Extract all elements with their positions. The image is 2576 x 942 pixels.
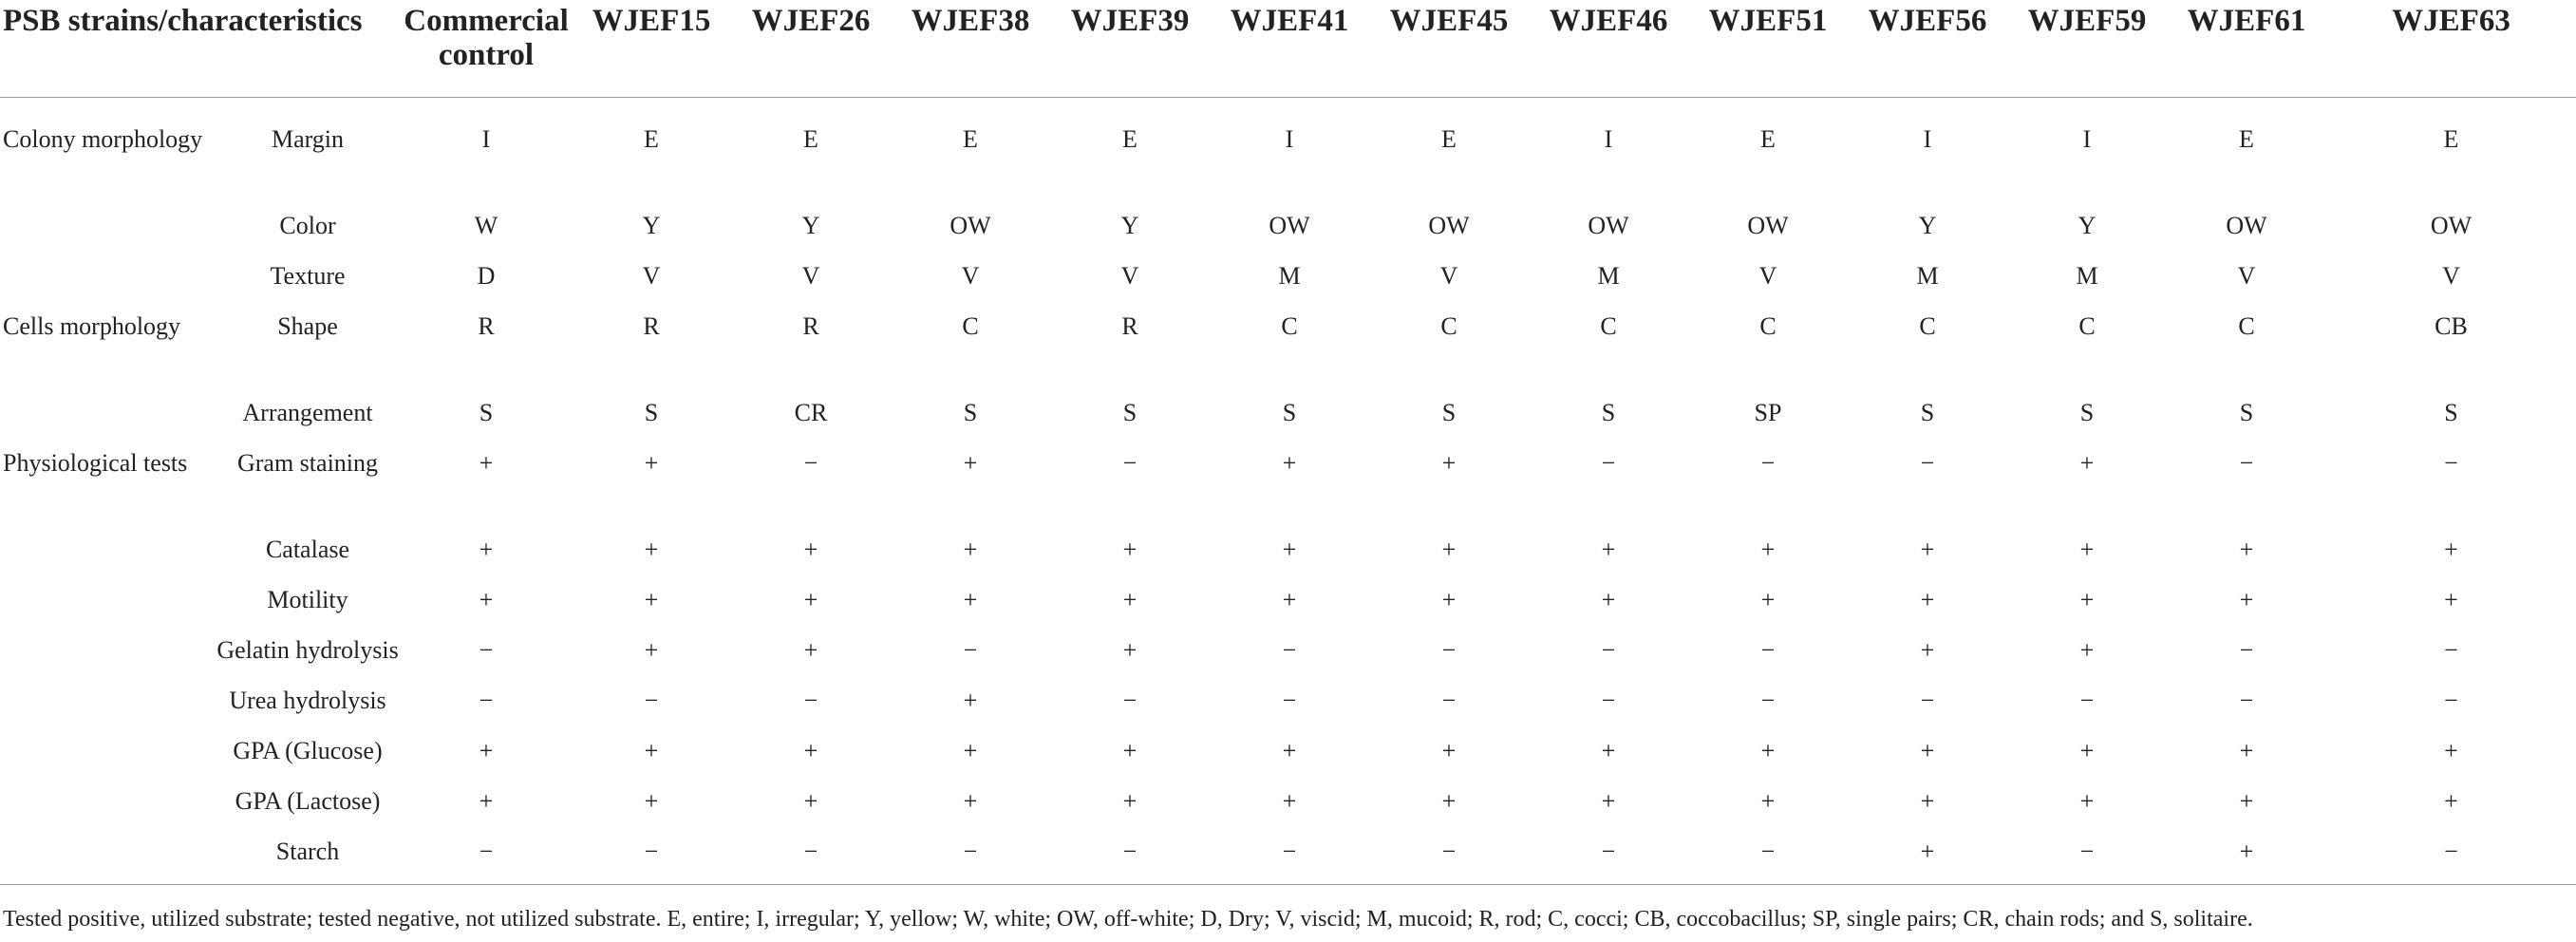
table-cell: V — [2442, 262, 2460, 290]
table-cell: + — [963, 787, 978, 815]
table-cell: M — [1916, 262, 1939, 290]
table-cell: + — [1122, 586, 1138, 613]
table-cell: M — [1278, 262, 1301, 290]
row-characteristic-label: Starch — [215, 834, 401, 885]
row-group-label — [0, 582, 215, 632]
table-cell: C — [1281, 312, 1298, 340]
table-body — [0, 98, 2576, 885]
table-row — [0, 532, 2576, 582]
table-cell: OW — [950, 212, 991, 239]
table-cell: + — [2239, 586, 2254, 613]
header-strain-label: WJEF46 — [1549, 4, 1668, 38]
table-cell: − — [2444, 636, 2458, 664]
header-cell-strain — [1688, 0, 1848, 98]
table-cell: + — [1920, 586, 1935, 613]
table-cell: + — [644, 636, 659, 664]
table-cell: − — [1920, 449, 1935, 477]
table-cell: + — [1760, 787, 1776, 815]
table-cell: I — [1923, 125, 1932, 153]
table-cell: C — [1600, 312, 1617, 340]
table-cell: OW — [1428, 212, 1470, 239]
table-cell: − — [401, 834, 572, 885]
header-cell-strain — [891, 0, 1050, 98]
table-cell: + — [2079, 586, 2095, 613]
table-cell: + — [1920, 636, 1935, 664]
table-cell: + — [2239, 787, 2254, 815]
table-cell: OW — [1747, 212, 1789, 239]
row-group-label: Colony morphology — [3, 125, 203, 153]
table-cell: M — [2076, 262, 2098, 290]
table-cell: E — [1122, 125, 1138, 153]
table-cell: + — [1282, 449, 1297, 477]
header-row — [0, 0, 2576, 98]
header-cell-strain — [1050, 0, 1210, 98]
row-characteristic-label: GPA (Lactose) — [235, 787, 381, 815]
table-cell: − — [1601, 687, 1616, 714]
header-cell-strain — [1369, 0, 1529, 98]
header-cell-strain — [1529, 0, 1688, 98]
table-cell: I — [2082, 125, 2092, 153]
row-characteristic-label: Urea hydrolysis — [229, 687, 386, 714]
header-strain-label: WJEF63 — [2392, 4, 2510, 38]
header-strain-label: WJEF41 — [1230, 4, 1349, 38]
table-row — [0, 834, 2576, 885]
table-row — [0, 733, 2576, 783]
table-cell: + — [1601, 536, 1616, 563]
table-cell: + — [1122, 636, 1138, 664]
table-cell: + — [803, 787, 818, 815]
table-cell: + — [1760, 536, 1776, 563]
table-cell: + — [1441, 536, 1457, 563]
table-cell: + — [1282, 536, 1297, 563]
row-group-label — [0, 834, 215, 885]
table-cell: + — [1122, 787, 1138, 815]
table-cell: + — [2079, 787, 2095, 815]
table-cell: Y — [801, 212, 820, 239]
table-cell: − — [1122, 687, 1138, 714]
row-group-label — [0, 733, 215, 783]
table-cell: D — [477, 262, 496, 290]
table-cell: − — [1760, 636, 1776, 664]
table-row — [0, 395, 2576, 445]
table-cell: S — [2444, 399, 2458, 426]
header-strain-label: WJEF15 — [592, 4, 711, 38]
table-cell: + — [1601, 586, 1616, 613]
table-cell: + — [2444, 536, 2458, 563]
table-cell: CR — [794, 399, 828, 426]
header-strain-label: WJEF26 — [751, 4, 871, 38]
table-cell: − — [891, 834, 1050, 885]
table-cell: − — [1369, 834, 1529, 885]
table-cell: S — [1122, 399, 1138, 426]
table-cell: − — [1282, 687, 1297, 714]
table-cell: OW — [2430, 212, 2473, 239]
row-group-label — [0, 683, 215, 733]
header-cell-strain — [1848, 0, 2007, 98]
table-cell: OW — [1269, 212, 1310, 239]
spacer-cell — [0, 98, 2576, 122]
table-cell: + — [963, 687, 978, 714]
row-characteristic-label: Gram staining — [236, 449, 379, 477]
table-cell: + — [644, 449, 659, 477]
table-cell: − — [479, 687, 494, 714]
row-group-label — [0, 532, 215, 582]
header-cell-strain — [2167, 0, 2326, 98]
table-cell: CB — [2435, 312, 2468, 340]
row-group-label — [0, 395, 215, 445]
table-cell: − — [963, 636, 978, 664]
table-cell: E — [644, 125, 659, 153]
table-header — [0, 0, 2576, 98]
table-cell: + — [479, 449, 494, 477]
table-cell: − — [2239, 449, 2254, 477]
row-characteristic-label: Arrangement — [242, 399, 373, 426]
table-cell: I — [1285, 125, 1294, 153]
table-cell: + — [1282, 787, 1297, 815]
table-cell: − — [1282, 636, 1297, 664]
table-cell: V — [2237, 262, 2256, 290]
table-cell: E — [803, 125, 818, 153]
table-cell: + — [803, 737, 818, 764]
table-cell: S — [644, 399, 659, 426]
table-cell: R — [643, 312, 660, 340]
table-cell: − — [731, 834, 891, 885]
table-cell: C — [1440, 312, 1457, 340]
table-cell: + — [2239, 737, 2254, 764]
header-strain-label: WJEF45 — [1389, 4, 1509, 38]
table-cell: − — [1210, 834, 1369, 885]
table-cell: − — [2079, 687, 2095, 714]
header-strain-label: WJEF59 — [2027, 4, 2147, 38]
table-cell: − — [2444, 687, 2458, 714]
row-characteristic-label: Gelatin hydrolysis — [216, 636, 399, 664]
table-cell: V — [801, 262, 820, 290]
table-cell: − — [479, 636, 494, 664]
table-cell: + — [479, 536, 494, 563]
row-group-label — [0, 258, 215, 309]
table-cell: + — [479, 586, 494, 613]
table-cell: − — [1529, 834, 1688, 885]
table-cell: + — [2444, 787, 2458, 815]
table-cell: + — [1920, 737, 1935, 764]
table-cell: + — [1122, 737, 1138, 764]
table-cell: + — [2444, 737, 2458, 764]
row-group-label — [0, 783, 215, 834]
row-group-label: Physiological tests — [3, 449, 188, 477]
header-cell-strain — [572, 0, 731, 98]
table-cell: + — [479, 787, 494, 815]
table-cell: − — [1441, 687, 1457, 714]
table-cell: R — [1121, 312, 1138, 340]
table-row — [0, 445, 2576, 532]
table-cell: + — [1441, 449, 1457, 477]
row-group-label: Cells morphology — [3, 312, 181, 340]
table-cell: + — [2079, 737, 2095, 764]
table-cell: + — [1920, 787, 1935, 815]
table-cell: S — [2239, 399, 2254, 426]
table-row — [0, 783, 2576, 834]
row-characteristic-label: Margin — [271, 125, 345, 153]
table-cell: C — [1919, 312, 1936, 340]
header-strain-label: Commercial control — [404, 4, 569, 72]
table-cell: + — [1441, 787, 1457, 815]
table-cell: + — [963, 737, 978, 764]
table-cell: − — [2007, 834, 2167, 885]
table-cell: C — [2238, 312, 2255, 340]
table-cell: + — [2079, 536, 2095, 563]
table-cell: V — [1758, 262, 1777, 290]
table-cell: Y — [2078, 212, 2097, 239]
table-row — [0, 122, 2576, 208]
table-cell: I — [481, 125, 491, 153]
header-cell-strain — [2326, 0, 2576, 98]
table-row — [0, 683, 2576, 733]
table-cell: + — [803, 536, 818, 563]
table-cell: − — [1441, 636, 1457, 664]
table-row — [0, 258, 2576, 309]
table-cell: + — [1441, 586, 1457, 613]
row-characteristic-label: Motility — [267, 586, 348, 613]
table-cell: − — [1920, 687, 1935, 714]
table-cell: Y — [1120, 212, 1139, 239]
spacer-row — [0, 98, 2576, 122]
table-cell: + — [963, 449, 978, 477]
table-cell: + — [2239, 536, 2254, 563]
table-cell: R — [478, 312, 495, 340]
table-cell: + — [963, 536, 978, 563]
table-cell: V — [1120, 262, 1139, 290]
table-cell: C — [962, 312, 979, 340]
table-cell: E — [1441, 125, 1457, 153]
header-strain-label: WJEF61 — [2187, 4, 2306, 38]
table-cell: − — [644, 687, 659, 714]
table-cell: S — [2079, 399, 2095, 426]
table-cell: + — [1601, 737, 1616, 764]
table-cell: − — [1688, 834, 1848, 885]
table-cell: V — [961, 262, 980, 290]
table-cell: + — [644, 737, 659, 764]
table-row — [0, 632, 2576, 683]
header-strain-label: WJEF51 — [1708, 4, 1828, 38]
row-characteristic-label: Color — [279, 212, 336, 239]
table-cell: Y — [642, 212, 661, 239]
table-cell: − — [2444, 449, 2458, 477]
table-cell: + — [2079, 449, 2095, 477]
table-row — [0, 582, 2576, 632]
table-cell: + — [1282, 586, 1297, 613]
table-cell: + — [644, 536, 659, 563]
table-footnote: Tested positive, utilized substrate; tested negative, not utilized substrate. E, entire; I, irregular; Y, yellow; W, white; OW, off-white; D, Dry; V, viscid; M, mucoid; R, rod; C, cocci; CB, coccobacillus; SP, single pairs; CR, chain rods; and S, solitaire. — [3, 907, 2253, 932]
table-cell: − — [1601, 449, 1616, 477]
table-cell: I — [1604, 125, 1613, 153]
table-cell: − — [1122, 449, 1138, 477]
table-cell: + — [644, 586, 659, 613]
header-strain-label: WJEF39 — [1070, 4, 1190, 38]
table-cell: + — [1601, 787, 1616, 815]
table-cell: − — [2239, 636, 2254, 664]
table-cell: + — [1760, 586, 1776, 613]
row-group-label — [0, 208, 215, 258]
table-cell: + — [1920, 536, 1935, 563]
table-cell: − — [803, 687, 818, 714]
table-cell: SP — [1754, 399, 1782, 426]
table-cell: + — [644, 787, 659, 815]
table-cell: + — [1441, 737, 1457, 764]
table-cell: R — [802, 312, 819, 340]
table-cell: − — [1601, 636, 1616, 664]
header-cell-strain — [731, 0, 891, 98]
table-row — [0, 208, 2576, 258]
row-group-label — [0, 632, 215, 683]
row-characteristic-label: Texture — [270, 262, 346, 290]
table-cell: + — [2167, 834, 2326, 885]
header-label: PSB strains/characteristics — [3, 4, 363, 38]
table-cell: S — [1441, 399, 1457, 426]
table-cell: + — [1282, 737, 1297, 764]
table-cell: + — [479, 737, 494, 764]
table-cell: + — [2444, 586, 2458, 613]
table-cell: V — [642, 262, 661, 290]
table-row — [0, 309, 2576, 395]
table-cell: S — [1920, 399, 1935, 426]
row-characteristic-label: Catalase — [265, 536, 350, 563]
header-strain-label: WJEF56 — [1868, 4, 1987, 38]
table-cell: + — [963, 586, 978, 613]
table-cell: − — [1050, 834, 1210, 885]
table-cell: E — [2443, 125, 2459, 153]
header-strain-label: WJEF38 — [911, 4, 1030, 38]
header-cell-first — [0, 0, 401, 98]
table-cell: − — [1760, 687, 1776, 714]
table-cell: W — [474, 212, 498, 239]
table-cell: − — [2326, 834, 2576, 885]
table-cell: − — [803, 449, 818, 477]
table-cell: S — [1282, 399, 1297, 426]
table-cell: − — [572, 834, 731, 885]
table-cell: + — [803, 636, 818, 664]
header-cell-strain — [2007, 0, 2167, 98]
table-cell: M — [1597, 262, 1620, 290]
table-cell: E — [963, 125, 978, 153]
table-cell: V — [1439, 262, 1458, 290]
table-cell: + — [1848, 834, 2007, 885]
header-cell-strain — [1210, 0, 1369, 98]
table-cell: C — [1759, 312, 1777, 340]
table-cell: E — [2239, 125, 2254, 153]
table-cell: S — [479, 399, 494, 426]
table-cell: S — [1601, 399, 1616, 426]
table-cell: + — [803, 586, 818, 613]
row-characteristic-label: Shape — [277, 312, 338, 340]
header-cell-strain — [401, 0, 572, 98]
table-cell: E — [1760, 125, 1776, 153]
table-cell: Y — [1918, 212, 1937, 239]
table-cell: + — [1760, 737, 1776, 764]
table-cell: − — [2239, 687, 2254, 714]
table-cell: − — [1760, 449, 1776, 477]
table-cell: OW — [2226, 212, 2267, 239]
table-cell: + — [2079, 636, 2095, 664]
table-cell: OW — [1588, 212, 1629, 239]
table-cell: S — [963, 399, 978, 426]
table-cell: + — [1122, 536, 1138, 563]
table-cell: C — [2078, 312, 2096, 340]
row-characteristic-label: GPA (Glucose) — [233, 737, 383, 764]
